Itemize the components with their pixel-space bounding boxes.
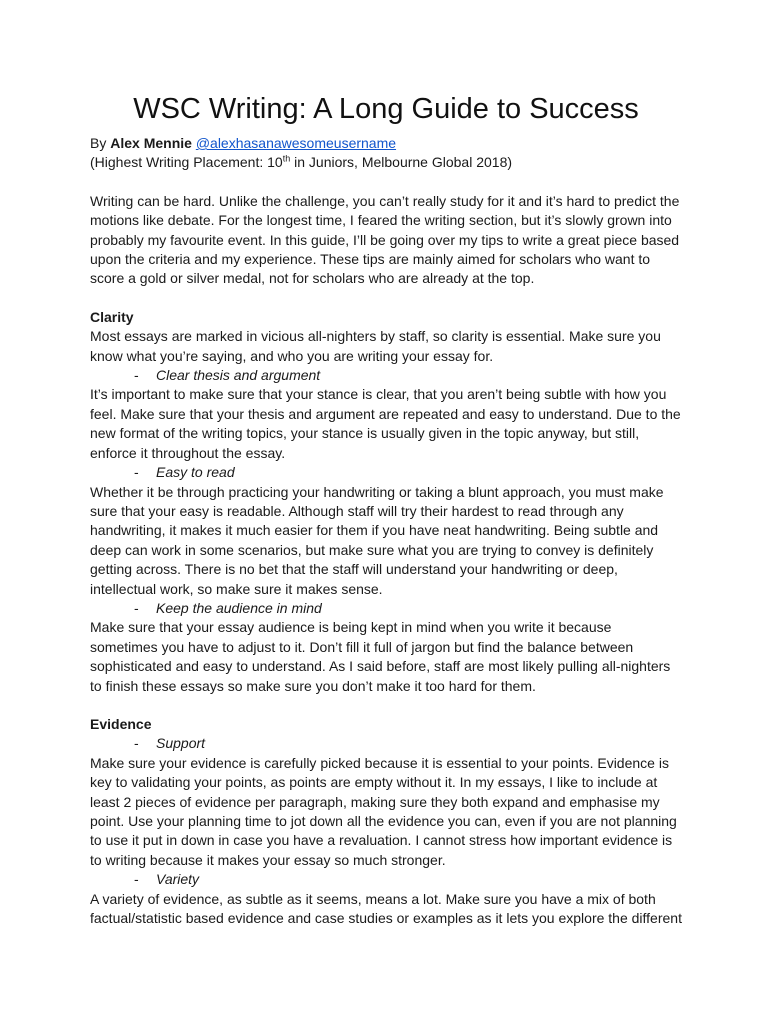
document-title: WSC Writing: A Long Guide to Success	[133, 93, 639, 125]
bullet-dash: -	[134, 871, 139, 888]
bullet-dash: -	[134, 367, 139, 384]
document-body	[90, 90, 682, 928]
placement-superscript: th	[282, 153, 291, 164]
byline-prefix: By	[90, 135, 111, 151]
clarity-point-body: Whether it be through practicing your handwriting or taking a blunt approach, you must make sure that your easy is readable. Although staff will try their hardest to read through any handwriting, it makes it much easier for them if you have neat handwriting. Being subtle and deep can work in some scenarios, but make sure what you are trying to convey is definitely getting across. There is no bet that the staff will understand your handwriting or deep, intellectual work, so make sure it makes sense.	[90, 483, 664, 597]
spacer	[90, 173, 682, 192]
bullet-dash: -	[134, 464, 139, 481]
bullet-dash: -	[134, 735, 139, 752]
section-heading-clarity: Clarity	[90, 308, 134, 325]
clarity-point-title: - Easy to read	[90, 463, 682, 482]
byline	[90, 134, 682, 153]
evidence-point-body: Make sure your evidence is carefully picked because it is essential to your points. Evidence is key to validating your points, as points are empty without it. In my essays, I like to include at least 2 pieces of evidence per paragraph, making sure they both expand and emphasise my point. Use your planning time to jot down all the evidence you can, even if you are not planning to use it put in down in case you have a revaluation. I cannot stress how important evidence is to writing because it makes your essay so much stronger.	[90, 754, 677, 868]
evidence-point-body: A variety of evidence, as subtle as it seems, means a lot. Make sure you have a mix of both factual/statistic based evidence and case studies or examples as it lets you explore the different	[90, 890, 682, 927]
placement-suffix: in Juniors, Melbourne Global 2018)	[290, 154, 513, 171]
clarity-intro: Most essays are marked in vicious all-nighters by staff, so clarity is essential. Make sure you know what you’re saying, and who you are writing your essay for.	[90, 328, 661, 364]
placement-prefix: (Highest Writing Placement: 10	[90, 154, 283, 171]
author-handle-link[interactable]: @alexhasanawesomeusername	[195, 135, 397, 151]
placement-line	[90, 153, 682, 172]
clarity-point-title: - Keep the audience in mind	[90, 599, 682, 618]
bullet-dash: -	[134, 599, 139, 616]
spacer	[90, 696, 682, 715]
clarity-point-body: Make sure that your essay audience is being kept in mind when you write it because sometimes you have to adjust to it. Don’t fill it full of jargon but find the balance between sophisticated and easy to understand. As I said before, staff are most likely pulling all-nighters to finish these essays so make sure you don’t make it too hard for them.	[90, 619, 671, 694]
evidence-point-title: - Variety	[90, 870, 682, 889]
clarity-point-body: It’s important to make sure that your stance is clear, that you aren’t being subtle with how you feel. Make sure that your thesis and argument are repeated and easy to understand. Due to the new format of the writing topics, your stance is usually given in the topic anyway, but still, enforce it throughout the essay.	[90, 386, 681, 461]
section-heading-evidence: Evidence	[90, 715, 152, 732]
spacer	[90, 289, 682, 308]
clarity-point-title: - Clear thesis and argument	[90, 366, 682, 385]
evidence-point-title: - Support	[90, 734, 682, 753]
intro-paragraph: Writing can be hard. Unlike the challenge, you can’t really study for it and it’s hard to predict the motions like debate. For the longest time, I feared the writing section, but it’s slowly grown into probably my favourite event. In this guide, I’ll be going over my tips to write a great piece based upon the criteria and my experience. These tips are mainly aimed for scholars who want to score a gold or silver medal, not for scholars who are already at the top.	[90, 192, 680, 287]
author-name: Alex Mennie	[110, 135, 192, 151]
